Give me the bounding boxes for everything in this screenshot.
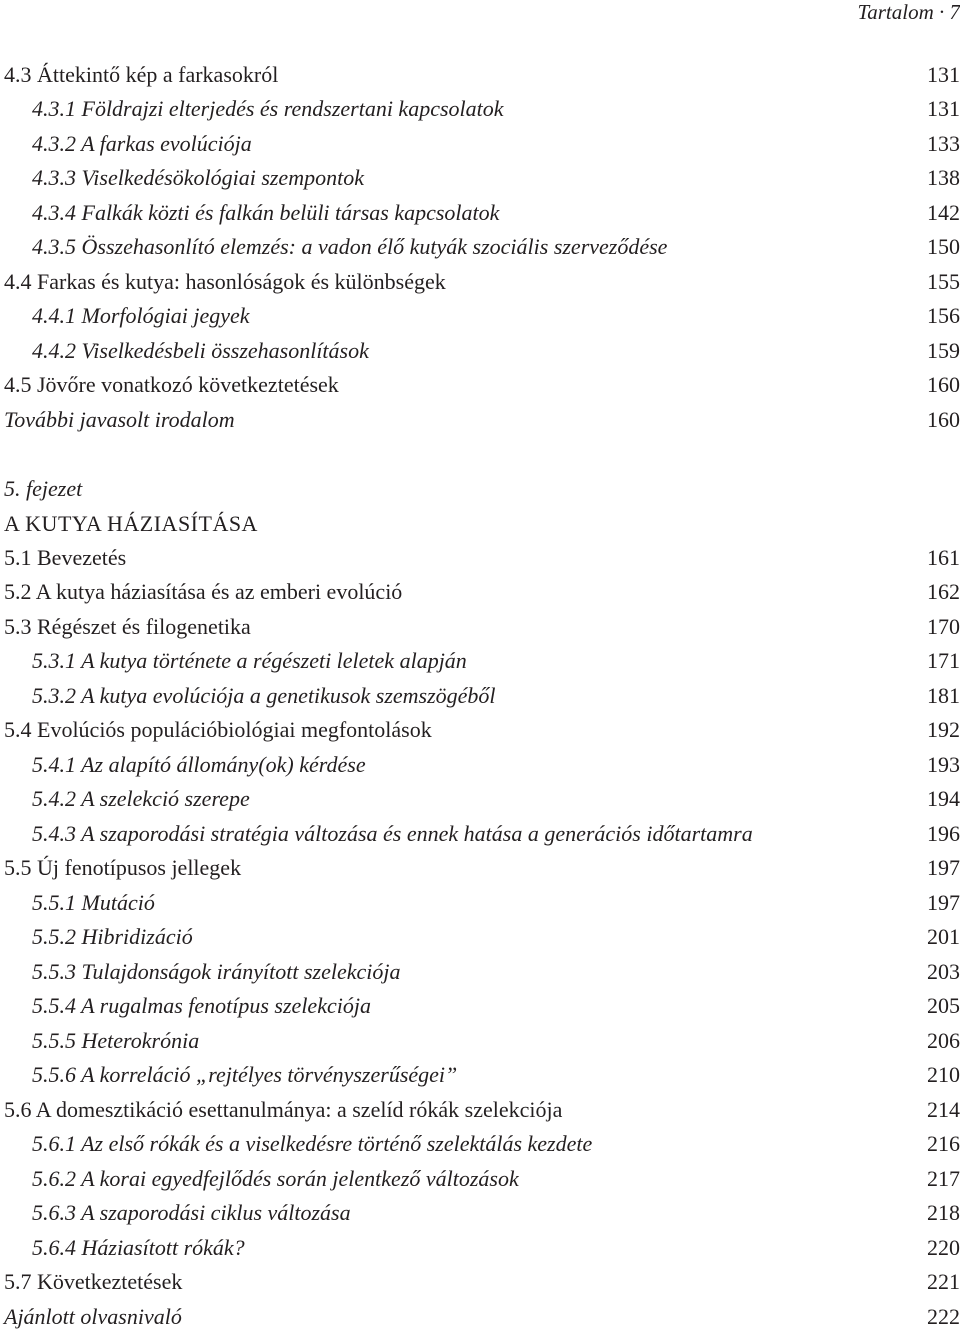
- toc-entry: [4, 404, 960, 436]
- toc-entry: [4, 128, 960, 160]
- toc-entry-page: 161: [927, 545, 960, 570]
- toc-entry: [4, 783, 960, 815]
- toc-entry-label: 5.4.2 A szelekció szerepe: [32, 786, 250, 811]
- toc-entry-page: 222: [927, 1304, 960, 1329]
- toc-entry-label: 5.2 A kutya háziasítása és az emberi evolúció: [4, 579, 403, 604]
- toc-entry-page: 155: [927, 269, 960, 294]
- toc-entry-page: 170: [927, 614, 960, 639]
- toc-entry: [4, 611, 960, 643]
- toc-entry-page: 197: [927, 855, 960, 880]
- chapter-title: [4, 508, 960, 540]
- toc-entry-label: 5.6.3 A szaporodási ciklus változása: [32, 1200, 351, 1225]
- toc-entry-page: 214: [927, 1097, 960, 1122]
- toc-entry-page: 131: [927, 62, 960, 87]
- toc-entry: [4, 231, 960, 263]
- toc-entry-label: További javasolt irodalom: [4, 407, 235, 432]
- toc-entry-label: 4.3.1 Földrajzi elterjedés és rendszertani kapcsolatok: [32, 96, 504, 121]
- running-head: Tartalom · 7: [857, 0, 960, 24]
- toc-entry-page: 160: [927, 372, 960, 397]
- toc-entry: [4, 749, 960, 781]
- toc-entry-page: 181: [927, 683, 960, 708]
- toc-entry-label: 5.4 Evolúciós populációbiológiai megfontolások: [4, 717, 432, 742]
- toc-entry-page: 162: [927, 579, 960, 604]
- toc-entry-page: 138: [927, 165, 960, 190]
- toc-entry-page: 171: [927, 648, 960, 673]
- toc-entry: [4, 1301, 960, 1333]
- toc-entry-label: 4.3.2 A farkas evolúciója: [32, 131, 252, 156]
- toc-entry: [4, 1266, 960, 1298]
- toc-entry-label: 5.3 Régészet és filogenetika: [4, 614, 251, 639]
- toc-entry-label: 4.3.3 Viselkedésökológiai szempontok: [32, 165, 364, 190]
- toc-entry-label: 5.5.5 Heterokrónia: [32, 1028, 200, 1053]
- toc-entry: [4, 1197, 960, 1229]
- toc-entry: [4, 93, 960, 125]
- toc-entry-label: 4.4 Farkas és kutya: hasonlóságok és különbségek: [4, 269, 446, 294]
- toc-entry-page: 216: [927, 1131, 960, 1156]
- toc-entry: [4, 1059, 960, 1091]
- toc-entry-page: 159: [927, 338, 960, 363]
- toc-entry-label: 4.3.4 Falkák közti és falkán belüli társas kapcsolatok: [32, 200, 500, 225]
- toc-entry-label: 4.4.1 Morfológiai jegyek: [32, 303, 250, 328]
- toc-entry-page: 150: [927, 234, 960, 259]
- toc-entry: [4, 852, 960, 884]
- toc-entry-page: 218: [927, 1200, 960, 1225]
- toc-entry-page: 203: [927, 959, 960, 984]
- toc-entry-page: 205: [927, 993, 960, 1018]
- toc-entry: [4, 714, 960, 746]
- toc-entry-label: Ajánlott olvasnivaló: [4, 1304, 182, 1329]
- toc-entry-label: 5.6.2 A korai egyedfejlődés során jelentkező változások: [32, 1166, 519, 1191]
- toc-entry-label: 5.4.3 A szaporodási stratégia változása és ennek hatása a generációs időtartamra: [32, 821, 753, 846]
- toc-entry-label: 4.4.2 Viselkedésbeli összehasonlítások: [32, 338, 369, 363]
- toc-entry: [4, 921, 960, 953]
- toc-entry: [4, 59, 960, 91]
- toc-entry-label: 5.6.4 Háziasított rókák?: [32, 1235, 245, 1260]
- toc-entry: [4, 887, 960, 919]
- chapter-number: [4, 473, 960, 505]
- toc-entry-page: 133: [927, 131, 960, 156]
- toc-entry: [4, 1094, 960, 1126]
- toc-entry: [4, 162, 960, 194]
- toc-entry-page: 142: [927, 200, 960, 225]
- toc-entry-page: 196: [927, 821, 960, 846]
- toc-entry-page: 220: [927, 1235, 960, 1260]
- toc-entry-label: 5.1 Bevezetés: [4, 545, 127, 570]
- toc-entry-page: 201: [927, 924, 960, 949]
- toc-entry: [4, 197, 960, 229]
- toc-entry-label: 5.5.6 A korreláció „rejtélyes törvényszerűségei”: [32, 1062, 458, 1087]
- toc-entry: [4, 369, 960, 401]
- toc-entry-page: 192: [927, 717, 960, 742]
- toc-entry: [4, 956, 960, 988]
- toc-entry: [4, 576, 960, 608]
- toc-entry-label: 5.3.2 A kutya evolúciója a genetikusok szemszögéből: [32, 683, 496, 708]
- toc-entry: [4, 645, 960, 677]
- toc-entry-page: 206: [927, 1028, 960, 1053]
- toc-entry-label: 5.7 Következtetések: [4, 1269, 183, 1294]
- toc-entry-page: 193: [927, 752, 960, 777]
- toc-entry: [4, 818, 960, 850]
- toc-entry-label: 5.6 A domesztikáció esettanulmánya: a szelíd rókák szelekciója: [4, 1097, 563, 1122]
- toc-entry-page: 210: [927, 1062, 960, 1087]
- toc-entry-label: 4.3.5 Összehasonlító elemzés: a vadon élő kutyák szociális szerveződése: [32, 234, 668, 259]
- toc-entry: [4, 300, 960, 332]
- toc-entry: [4, 335, 960, 367]
- toc-entry: [4, 1163, 960, 1195]
- toc-entry-label: 5.5.3 Tulajdonságok irányított szelekciója: [32, 959, 401, 984]
- toc-entry: [4, 990, 960, 1022]
- toc-entry: [4, 1025, 960, 1057]
- toc-entry: [4, 1128, 960, 1160]
- toc-entry-page: 197: [927, 890, 960, 915]
- toc-entry-label: 5.4.1 Az alapító állomány(ok) kérdése: [32, 752, 366, 777]
- toc-entry: [4, 266, 960, 298]
- chapter-number-label: 5. fejezet: [4, 476, 83, 501]
- toc-entry: [4, 1232, 960, 1264]
- toc-entry-page: 131: [927, 96, 960, 121]
- toc-entry-label: 5.5.2 Hibridizáció: [32, 924, 193, 949]
- toc-entry-page: 221: [927, 1269, 960, 1294]
- toc-entry-page: 156: [927, 303, 960, 328]
- toc-entry-label: 5.5 Új fenotípusos jellegek: [4, 855, 242, 880]
- toc-entry-label: 5.6.1 Az első rókák és a viselkedésre történő szelektálás kezdete: [32, 1131, 593, 1156]
- toc-entry: [4, 542, 960, 574]
- toc-entry-page: 160: [927, 407, 960, 432]
- toc-entry-label: 5.5.1 Mutáció: [32, 890, 155, 915]
- toc-entry: [4, 680, 960, 712]
- toc-entry-label: 5.5.4 A rugalmas fenotípus szelekciója: [32, 993, 371, 1018]
- toc-entry-page: 217: [927, 1166, 960, 1191]
- toc-entry-label: 5.3.1 A kutya története a régészeti leletek alapján: [32, 648, 467, 673]
- toc-entry-page: 194: [927, 786, 960, 811]
- toc-entry-label: 4.5 Jövőre vonatkozó következtetések: [4, 372, 339, 397]
- toc-entry-label: 4.3 Áttekintő kép a farkasokról: [4, 62, 279, 87]
- chapter-title-label: A KUTYA HÁZIASÍTÁSA: [4, 511, 258, 536]
